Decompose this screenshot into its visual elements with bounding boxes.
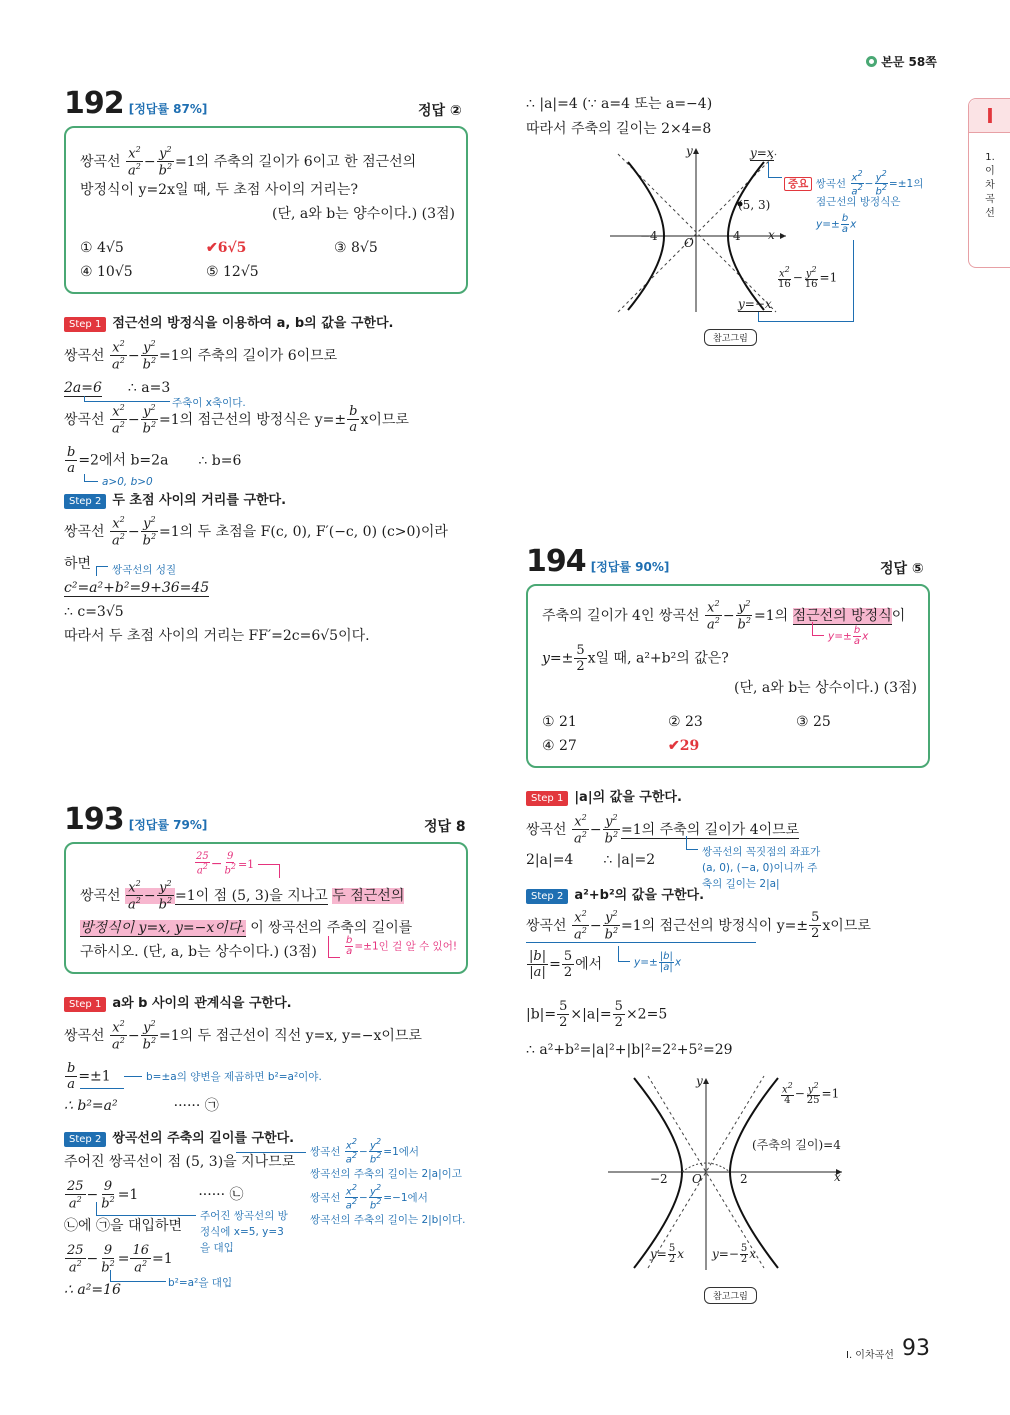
answer-193: 정답 8	[424, 819, 466, 835]
label-minus-4: −4	[640, 229, 658, 243]
note-major-axis: 주축이 x축이다.	[172, 397, 246, 409]
note-substitute-b2: b²=a²을 대입	[168, 1277, 233, 1289]
problem-194-header	[526, 544, 669, 579]
solution-193-line-9: ∴ |a|=4 (∵ a=4 또는 a=−4)	[526, 96, 713, 112]
solution-193-line-4: 주어진 쌍곡선이 점 (5, 3)을 지나므로	[64, 1154, 296, 1170]
note-asymptote: y=± $\frac{|b|}{|a|}$ x	[634, 951, 682, 973]
solution-193-line-7: $\frac{25}{a^2}$ − $\frac{9}{b^2}$ = $\frac{16}{a^2}$ =1	[67, 1243, 173, 1276]
note-arrow	[96, 1202, 196, 1216]
question-note: y=± $\frac{b}{a}$ x	[828, 625, 869, 647]
solution-192-line-5: 쌍곡선 $\frac{x^2}{a^2}$ − $\frac{y^2}{b^2}$ =1의 두 초점을 F(c, 0), F′(−c, 0) (c>0)이라	[64, 515, 448, 549]
note-line	[526, 942, 756, 943]
problem-number: 193	[64, 802, 124, 837]
label-origin: O	[684, 236, 694, 250]
label-hyperbola-equation-194: $\frac{x^2}{4}$ − $\frac{y^2}{25}$ =1	[782, 1081, 840, 1107]
hyperbola-right-branch	[730, 1078, 778, 1268]
note-positive: a>0, b>0	[102, 476, 153, 488]
choice-1[interactable]: ① 21	[542, 714, 577, 730]
note-axis-length-b-2: 쌍곡선의 주축의 길이는 2|b|이다.	[310, 1214, 466, 1226]
step2-192: Step 2 두 초점 사이의 거리를 구한다.	[64, 489, 286, 509]
label-hyperbola-equation: $\frac{x^2}{16}$ − $\frac{y^2}{16}$ =1	[778, 265, 838, 291]
solution-194-line-1: 쌍곡선 $\frac{x^2}{a^2}$ − $\frac{y^2}{b^2}$ =1의 주축의 길이가 4이므로	[526, 813, 800, 847]
solution-192-line-7: c²=a²+b²=9+36=45	[64, 580, 210, 596]
note-arrow	[124, 1076, 142, 1077]
solution-192-line-1: 쌍곡선 $\frac{x^2}{a^2}$ − $\frac{y^2}{b^2}$ =1의 주축의 길이가 6이므로	[64, 339, 338, 373]
problem-number: 194	[526, 544, 586, 579]
note-arrow	[110, 1270, 166, 1282]
choice-5-correct[interactable]: ✔29	[668, 738, 700, 754]
question-line-3: 구하시오. (단, a, b는 상수이다.) (3점)	[80, 944, 317, 960]
page-reference: 본문 58쪽	[866, 53, 937, 70]
reference-figure-label: 참고그림	[704, 326, 757, 346]
note-arrow	[812, 622, 824, 636]
note-axis-length-a-2: 쌍곡선의 주축의 길이는 2|a|이고	[310, 1168, 462, 1180]
label-origin: O	[692, 1172, 702, 1186]
label-y-eq-minus-x: y=−x	[738, 297, 772, 311]
label-2: 2	[740, 1172, 748, 1186]
y-axis-arrow-icon	[703, 1078, 709, 1084]
solution-193-line-8: ∴ a²=16	[64, 1282, 121, 1298]
correct-rate: [정답률 79%]	[128, 818, 208, 832]
note-line	[80, 1088, 124, 1089]
solution-192-line-3: 쌍곡선 $\frac{x^2}{a^2}$ − $\frac{y^2}{b^2}$ =1의 점근선의 방정식은 y=± $\frac{b}{a}$ x이므로	[64, 403, 409, 437]
chapter-roman-numeral: I	[969, 99, 1010, 133]
step1-193: Step 1 a와 b 사이의 관계식을 구한다.	[64, 992, 292, 1012]
solution-194-line-6: ∴ a²+b²=|a|²+|b|²=2²+5²=29	[526, 1042, 733, 1058]
note-arrow	[84, 396, 170, 402]
footer-chapter: Ⅰ. 이차곡선	[846, 1350, 894, 1361]
note-vertex-axis: 쌍곡선의 꼭짓점의 좌표가 (a, 0), (−a, 0)이니까 주축의 길이는 2|a|	[702, 846, 821, 890]
choice-5[interactable]: ⑤ 12√5	[206, 264, 259, 280]
step2-194: Step 2 a²+b²의 값을 구한다.	[526, 884, 704, 904]
question-line-2: y=± $\frac{5}{2}$ x일 때, a²+b²의 값은?	[542, 643, 729, 674]
note-axis-length-b: 쌍곡선 $\frac{x^2}{a^2}$ − $\frac{y^2}{b^2}$ =−1에서	[310, 1183, 428, 1212]
solution-193-line-3: ∴ b²=a² ······ ㉠	[64, 1098, 219, 1114]
note-arrow	[686, 836, 698, 850]
label-asymptote-2: y=− $\frac{5}{2}$ x	[712, 1243, 757, 1265]
note-arrow	[618, 946, 630, 962]
label-axis-length: (주축의 길이)=4	[752, 1138, 841, 1152]
solution-194-line-5: |b|= $\frac{5}{2}$ ×|a|= $\frac{5}{2}$ ×2=5	[526, 999, 668, 1030]
question-note-2: $\frac{b}{a}$ =±1인 걸 알 수 있어!	[346, 935, 458, 957]
circle-bullet-icon	[866, 56, 877, 67]
note-arrow	[258, 864, 280, 878]
question-line-2: 방정식이 y=2x일 때, 두 초점 사이의 거리는?	[80, 182, 358, 198]
label-minus-2: −2	[650, 1172, 668, 1186]
note-line	[853, 240, 854, 314]
solution-192-line-6: 하면	[64, 556, 92, 572]
y-axis-arrow-icon	[693, 148, 699, 154]
graph-note-193: 중요 쌍곡선 $\frac{x^2}{a^2}$ − $\frac{y^2}{b^2}$ =±1의	[784, 170, 923, 198]
question-top-note: $\frac{25}{a^2}$ − $\frac{9}{b^2}$ =1	[196, 851, 255, 877]
choice-2-correct[interactable]: ✔6√5	[206, 240, 247, 256]
problem-number: 192	[64, 86, 124, 121]
label-y: y	[686, 144, 693, 158]
answer-194: 정답 ⑤	[880, 561, 924, 577]
solution-193-line-5: $\frac{25}{a^2}$ − $\frac{9}{b^2}$ =1 ······ ㉡	[67, 1179, 244, 1212]
solution-193-line-1: 쌍곡선 $\frac{x^2}{a^2}$ − $\frac{y^2}{b^2}$ =1의 두 점근선이 직선 y=x, y=−x이므로	[64, 1019, 422, 1053]
question-line-1: 주축의 길이가 4인 쌍곡선 $\frac{x^2}{a^2}$ − $\frac{y^2}{b^2}$ =1의 점근선의 방정식이	[542, 599, 906, 633]
choice-4[interactable]: ④ 10√5	[80, 264, 133, 280]
question-line-2: 방정식이 y=x, y=−x이다. 이 쌍곡선의 주축의 길이를	[80, 920, 413, 936]
chapter-side-tab	[968, 98, 1010, 268]
step1-192: Step 1 점근선의 방정식을 이용하여 a, b의 값을 구한다.	[64, 312, 393, 332]
question-box-192	[64, 126, 468, 294]
question-box-193	[64, 842, 468, 974]
question-condition: (단, a와 b는 양수이다.) (3점)	[272, 206, 455, 222]
graph-note-193-3: y=± $\frac{b}{a}$ x	[816, 213, 857, 235]
note-arrow	[84, 474, 98, 482]
question-condition: (단, a와 b는 상수이다.) (3점)	[734, 680, 917, 696]
solution-193-line-10: 따라서 주축의 길이는 2×4=8	[526, 121, 712, 137]
note-arrow	[328, 936, 340, 958]
label-y-eq-x: y=x	[750, 146, 774, 160]
label-point: (5, 3)	[738, 198, 771, 212]
choice-3[interactable]: ③ 25	[796, 714, 831, 730]
note-axis-length-a: 쌍곡선 $\frac{x^2}{a^2}$ − $\frac{y^2}{b^2}$ =1에서	[310, 1137, 420, 1166]
label-x: x	[834, 1170, 841, 1184]
question-line-1: 쌍곡선 $\frac{x^2}{a^2}$ − $\frac{y^2}{b^2}$ =1의 주축의 길이가 6이고 한 점근선의	[80, 145, 417, 179]
solution-192-line-8: ∴ c=3√5	[64, 604, 124, 620]
correct-rate: [정답률 90%]	[590, 560, 670, 574]
choice-4[interactable]: ④ 27	[542, 738, 577, 754]
solution-193-line-2: $\frac{b}{a}$ =±1	[67, 1061, 111, 1092]
note-line	[236, 1152, 306, 1153]
problem-192-header	[64, 86, 207, 121]
solution-194-line-2: 2|a|=4 ∴ |a|=2	[526, 852, 656, 868]
choice-2[interactable]: ② 23	[668, 714, 703, 730]
note-substitute-point: 주어진 쌍곡선의 방정식에 x=5, y=3을 대입	[200, 1210, 288, 1254]
solution-192-line-2: 2a=6 ∴ a=3	[64, 380, 171, 396]
solution-192-line-9: 따라서 두 초점 사이의 거리는 FF′=2c=6√5이다.	[64, 628, 370, 644]
question-box-194	[526, 584, 930, 768]
note-square-both-sides: b=±a의 양변을 제곱하면 b²=a²이야.	[146, 1071, 322, 1083]
solution-194-line-4: $\frac{|b|}{|a|}$ = $\frac{5}{2}$ 에서	[529, 949, 603, 980]
label-4: 4	[733, 229, 741, 243]
reference-figure-label-194: 참고그림	[704, 1284, 757, 1304]
label-asymptote-1: y= $\frac{5}{2}$ x	[650, 1243, 684, 1265]
important-tag: 중요	[784, 177, 812, 191]
chapter-title: 1. 이차곡선	[985, 152, 995, 219]
question-line-1: 쌍곡선 $\frac{x^2}{a^2}$ − $\frac{y^2}{b^2}$ =1이 점 (5, 3)을 지나고 두 점근선의	[80, 879, 405, 913]
step1-194: Step 1 |a|의 값을 구한다.	[526, 786, 682, 806]
label-x: x	[768, 228, 775, 242]
correct-rate: [정답률 87%]	[128, 102, 208, 116]
choice-1[interactable]: ① 4√5	[80, 240, 124, 256]
x-axis-arrow-icon	[780, 233, 786, 239]
note-arrow	[768, 162, 782, 178]
step2-193: Step 2 쌍곡선의 주축의 길이를 구한다.	[64, 1127, 294, 1147]
label-y: y	[696, 1074, 703, 1088]
solution-192-line-4: $\frac{b}{a}$ =2에서 b=2a ∴ b=6	[67, 445, 242, 476]
solution-194-line-3: 쌍곡선 $\frac{x^2}{a^2}$ − $\frac{y^2}{b^2}$ =1의 점근선의 방정식이 y=± $\frac{5}{2}$ x이므로	[526, 909, 871, 943]
note-arrow	[96, 566, 108, 576]
graph-note-193-2: 점근선의 방정식은	[816, 196, 901, 208]
problem-193-header	[64, 802, 207, 837]
answer-192: 정답 ②	[418, 103, 462, 119]
note-hyperbola-property: 쌍곡선의 성질	[112, 564, 177, 576]
choice-3[interactable]: ③ 8√5	[334, 240, 378, 256]
note-arrow	[758, 312, 854, 322]
page-number: 93	[902, 1336, 930, 1361]
solution-193-line-6: ㉡에 ㉠을 대입하면	[64, 1218, 183, 1234]
